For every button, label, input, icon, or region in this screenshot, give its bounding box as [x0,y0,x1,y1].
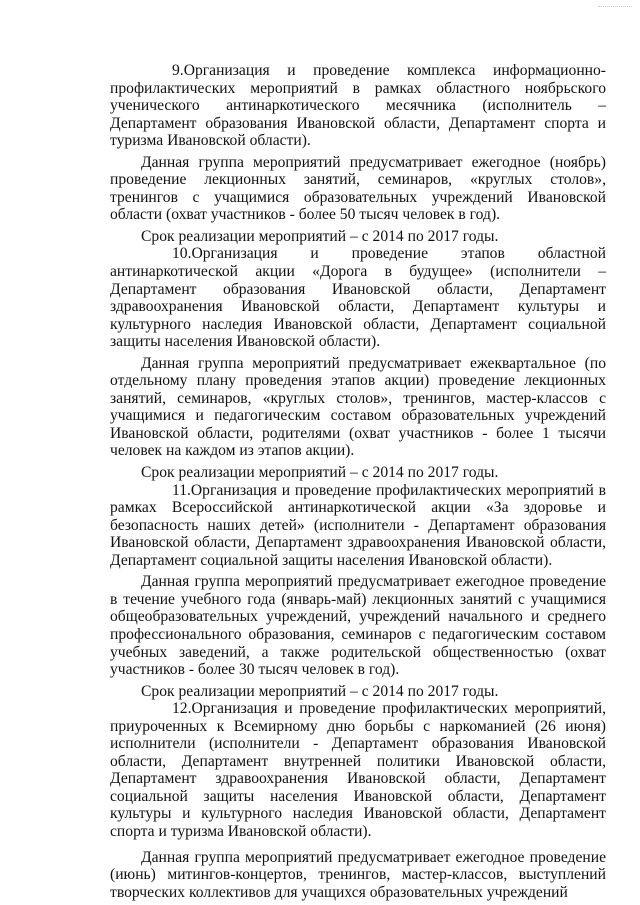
item-10-description: Данная группа мероприятий предусматривает ежеквартальное (по отдельному плану проведения этапов акции) проведение лекционных занятий, семинаров, «круглых столов», тренингов, мастер-классов с учащимися и педагогическим составом образовательных учреждений Ивановской области, родителями (охват участников - более 1 тысячи человек на каждом из этапов акции). [110,354,606,460]
item-9-description: Данная группа мероприятий предусматривает ежегодное (ноябрь) проведение лекционных занятий, семинаров, «круглых столов», тренингов с учащимися образовательных учреждений Ивановской области (охват участников - более 50 тысяч человек в год). [110,153,606,224]
item-9-period: Срок реализации мероприятий – с 2014 по 2017 годы. [141,227,499,245]
item-number: 9. [172,62,184,79]
item-10-period: Срок реализации мероприятий – с 2014 по 2017 годы. [141,464,499,482]
item-12-description: Данная группа мероприятий предусматривает ежегодное проведение (июнь) митингов-концертов, тренингов, мастер-классов, выступлений творческих коллективов для учащихся образовательных учреждений [110,848,606,901]
item-12-title [110,700,606,840]
item-11-description: Данная группа мероприятий предусматривает ежегодное проведение в течение учебного года (январь-май) лекционных занятий с учащимися общеобразовательных учреждений, учреждений начального и среднего профессионального образования, семинаров с педагогическим составом учебных заведений, а также родительской общественностью (охват участников - более 30 тысяч человек в год). [110,573,606,679]
item-11-period: Срок реализации мероприятий – с 2014 по 2017 годы. [141,682,499,700]
item-title-text: Организация и проведение комплекса информационно-профилактических мероприятий в рамках областного ноябрьского ученического антинаркотического месячника (исполнитель – Департамент образования Ивановской области, Департамент спорта и туризма Ивановской области). [110,62,606,150]
item-title-text: Организация и проведение этапов областной антинаркотической акции «Дорога в будущее» (исполнители – Департамент образования Ивановской области, Департамент здравоохранения Ивановской области, Департамент культуры и культурного наследия Ивановской области, Департамент социальной защиты населения Ивановской области). [110,245,606,351]
item-9-title [110,62,606,150]
scan-corner-mark [598,6,632,9]
item-title-text: Организация и проведение профилактических мероприятий, приуроченных к Всемирному дню борьбы с наркоманией (26 июня) исполнители (исполнители - Департамент образования Ивановской области, Департамент внутренней политики Ивановской области, Департамент здравоохранения Ивановской области, Департамент социальной защиты населения Ивановской области, Департамент культуры и культурного наследия Ивановской области, Департамент спорта и туризма Ивановской области). [110,700,606,840]
item-number: 10. [172,245,192,263]
item-11-title [110,482,606,570]
document-body [110,62,606,901]
item-number: 11. [172,481,191,499]
item-title-text: Организация и проведение профилактических мероприятий в рамках Всероссийской антинаркотической акции «За здоровье и безопасность наших детей» (исполнители - Департамент образования Ивановской области, Департамент здравоохранения Ивановской области, Департамент социальной защиты населения Ивановской области). [110,481,606,569]
item-10-title [110,245,606,350]
item-number: 12. [172,700,192,718]
